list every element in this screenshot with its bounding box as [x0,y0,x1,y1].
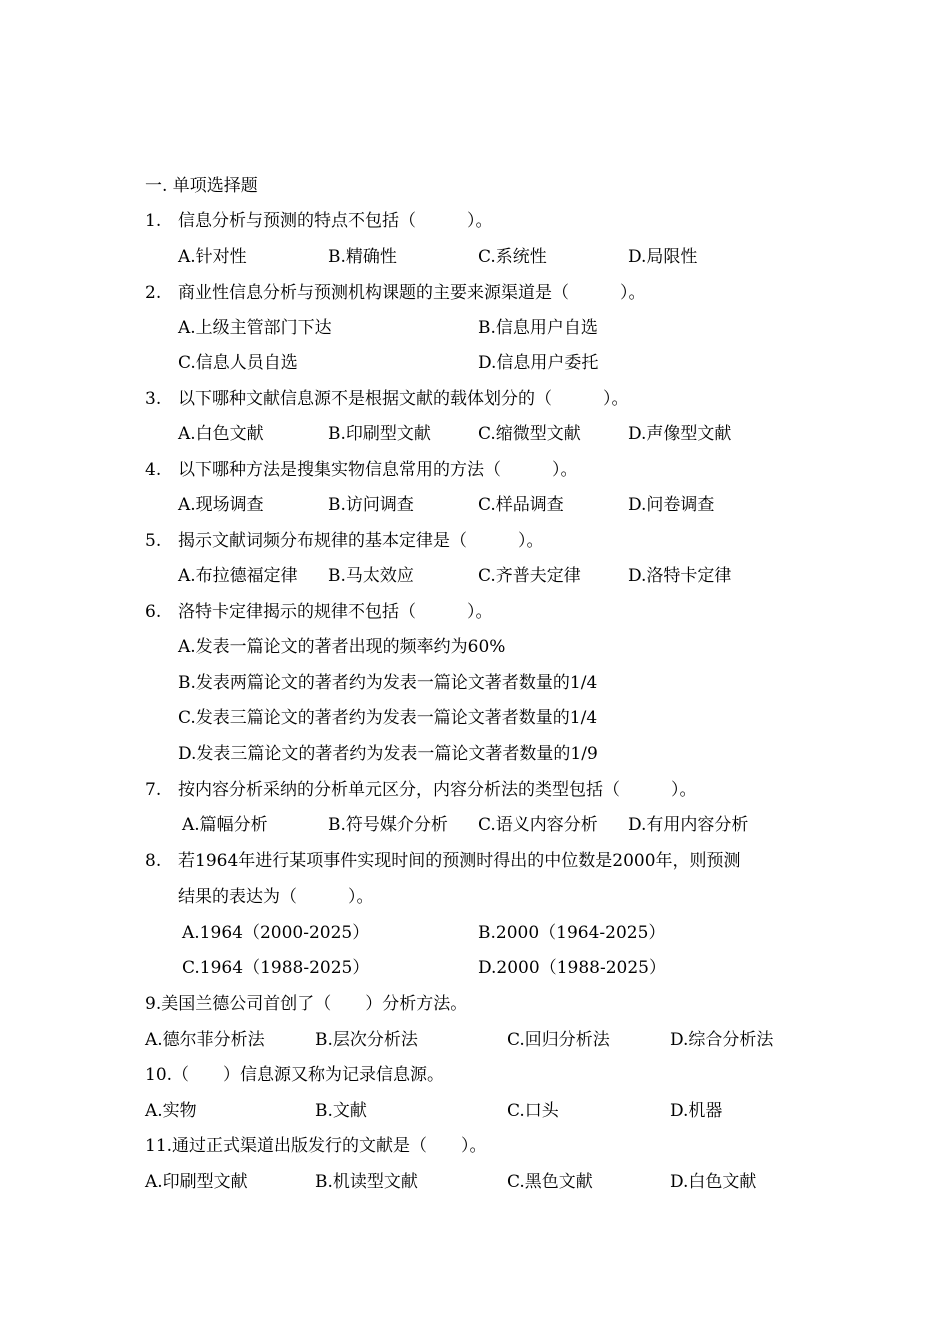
question-7-option-a: A.篇幅分析 [182,815,268,835]
question-9-option-b: B.层次分析法 [315,1030,418,1050]
question-3-number: 3. [145,389,162,409]
question-10-option-d: D.机器 [670,1101,723,1121]
question-2-option-c: C.信息人员自选 [178,353,298,373]
question-8-option-d: D.2000（1988-2025） [478,958,666,978]
question-3-option-c: C.缩微型文献 [478,424,581,444]
question-9-text: 9.美国兰德公司首创了（ ）分析方法。 [145,994,468,1014]
question-9-option-a: A.德尔菲分析法 [145,1030,265,1050]
question-4-number: 4. [145,460,162,480]
question-7-option-d: D.有用内容分析 [628,815,749,835]
question-7-text: 按内容分析采纳的分析单元区分，内容分析法的类型包括（ ）。 [178,780,697,800]
question-5-text: 揭示文献词频分布规律的基本定律是（ ）。 [178,531,544,551]
question-10-option-c: C.口头 [507,1101,559,1121]
question-11-option-a: A.印刷型文献 [145,1172,248,1192]
question-8-text-continued: 结果的表达为（ ）。 [178,887,374,907]
question-7-number: 7. [145,780,162,800]
question-6-option-c: C.发表三篇论文的著者约为发表一篇论文著者数量的1/4 [178,708,598,728]
question-5-option-d: D.洛特卡定律 [628,566,732,586]
question-4-option-a: A.现场调查 [178,495,264,515]
question-9-option-d: D.综合分析法 [670,1030,774,1050]
question-6-option-d: D.发表三篇论文的著者约为发表一篇论文著者数量的1/9 [178,744,598,764]
question-11-option-b: B.机读型文献 [315,1172,418,1192]
question-3-text: 以下哪种文献信息源不是根据文献的载体划分的（ ）。 [178,389,629,409]
question-4-option-c: C.样品调查 [478,495,564,515]
question-6-option-b: B.发表两篇论文的著者约为发表一篇论文著者数量的1/4 [178,673,598,693]
question-3-option-b: B.印刷型文献 [328,424,431,444]
question-5-number: 5. [145,531,162,551]
question-2-option-b: B.信息用户自选 [478,318,598,338]
question-2-text: 商业性信息分析与预测机构课题的主要来源渠道是（ ）。 [178,283,646,303]
question-6-option-a: A.发表一篇论文的著者出现的频率约为60% [178,637,506,657]
question-6-number: 6. [145,602,162,622]
question-6-text: 洛特卡定律揭示的规律不包括（ ）。 [178,602,493,622]
question-7-option-c: C.语义内容分析 [478,815,598,835]
question-1-option-d: D.局限性 [628,247,698,267]
question-11-option-c: C.黑色文献 [507,1172,593,1192]
question-4-option-d: D.问卷调查 [628,495,715,515]
question-2-number: 2. [145,283,162,303]
question-5-option-c: C.齐普夫定律 [478,566,581,586]
question-9-option-c: C.回归分析法 [507,1030,610,1050]
question-4-text: 以下哪种方法是搜集实物信息常用的方法（ ）。 [178,460,578,480]
question-7-option-b: B.符号媒介分析 [328,815,448,835]
question-8-option-c: C.1964（1988-2025） [182,958,370,978]
question-10-text: 10.（ ）信息源又称为记录信息源。 [145,1065,445,1085]
question-10-option-a: A.实物 [145,1101,197,1121]
question-2-option-a: A.上级主管部门下达 [178,318,332,338]
question-3-option-d: D.声像型文献 [628,424,732,444]
question-10-option-b: B.文献 [315,1101,367,1121]
question-1-option-c: C.系统性 [478,247,547,267]
question-2-option-d: D.信息用户委托 [478,353,599,373]
question-1-text: 信息分析与预测的特点不包括（ ）。 [178,211,493,231]
question-3-option-a: A.白色文献 [178,424,264,444]
question-11-text: 11.通过正式渠道出版发行的文献是（ ）。 [145,1136,487,1156]
question-8-option-a: A.1964（2000-2025） [182,923,370,943]
question-8-number: 8. [145,851,162,871]
question-8-text: 若1964年进行某项事件实现时间的预测时得出的中位数是2000年，则预测 [178,851,741,871]
question-5-option-a: A.布拉德福定律 [178,566,298,586]
question-1-number: 1. [145,211,162,231]
question-8-option-b: B.2000（1964-2025） [478,923,666,943]
question-4-option-b: B.访问调查 [328,495,414,515]
question-1-option-b: B.精确性 [328,247,397,267]
question-1-option-a: A.针对性 [178,247,247,267]
question-5-option-b: B.马太效应 [328,566,414,586]
question-11-option-d: D.白色文献 [670,1172,757,1192]
section-title: 一. 单项选择题 [145,176,258,196]
